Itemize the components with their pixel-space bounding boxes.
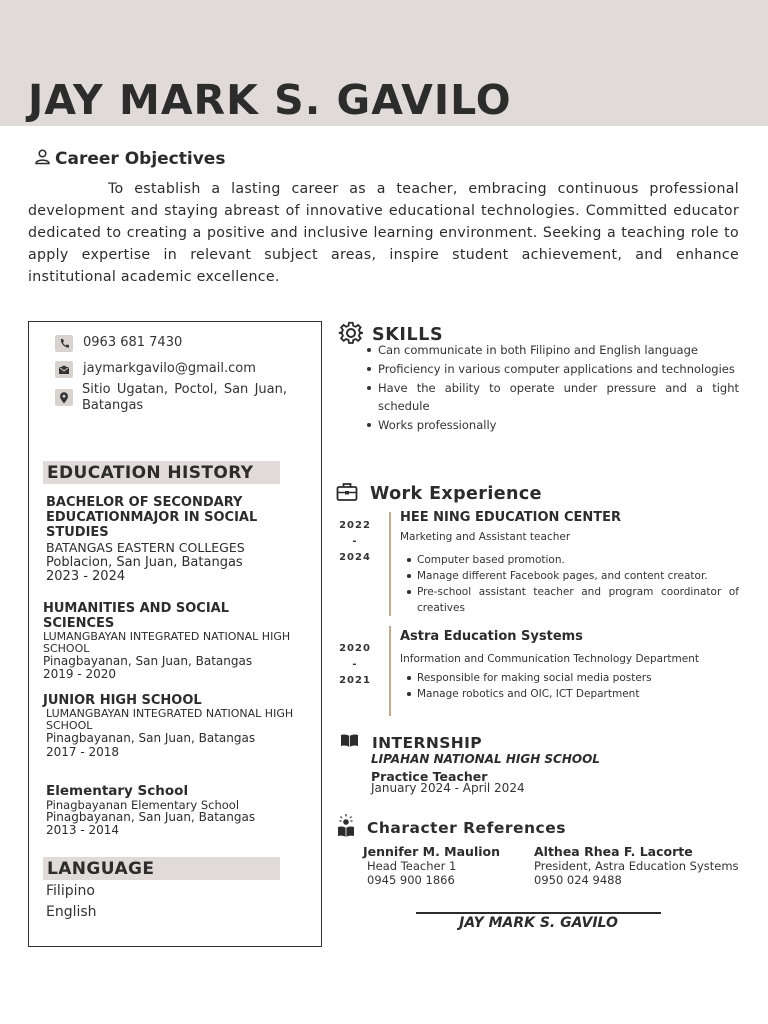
home-address: Sitio Ugatan, Poctol, San Juan, Batangas xyxy=(82,382,287,413)
contact-phone xyxy=(55,335,182,352)
job-role: Information and Communication Technology Department xyxy=(400,653,699,665)
education-degree: BACHELOR OF SECONDARY EDUCATIONMAJOR IN SOCIAL STUDIES xyxy=(46,495,258,540)
education-item xyxy=(46,784,306,837)
briefcase-icon xyxy=(336,482,358,506)
contact-address xyxy=(55,382,313,414)
reference-phone: 0950 024 9488 xyxy=(534,873,622,887)
reference-name: Althea Rhea F. Lacorte xyxy=(534,844,693,859)
career-objectives-heading xyxy=(34,148,225,169)
education-item xyxy=(46,495,318,583)
skills-title: SKILLS xyxy=(372,325,444,345)
education-history-heading: EDUCATION HISTORY xyxy=(43,461,280,484)
reading-person-icon xyxy=(336,813,356,843)
timeline-line xyxy=(389,512,391,616)
education-degree: HUMANITIES AND SOCIAL SCIENCES xyxy=(43,601,230,631)
education-location: Pinagbayanan, San Juan, Batangas xyxy=(43,654,253,668)
character-references-heading xyxy=(336,813,566,843)
education-school: LUMANGBAYAN INTEGRATED NATIONAL HIGH SCHOOL xyxy=(43,630,291,655)
reference-role: Head Teacher 1 xyxy=(367,859,457,873)
education-years: 2013 - 2014 xyxy=(46,823,120,837)
internship-heading xyxy=(340,733,482,752)
character-references-title: Character References xyxy=(367,819,566,837)
person-icon xyxy=(34,148,51,169)
job-duty: Responsible for making social media posters xyxy=(417,670,739,686)
education-degree: JUNIOR HIGH SCHOOL xyxy=(43,693,202,708)
work-experience-title: Work Experience xyxy=(370,484,542,504)
reference-card xyxy=(363,845,500,887)
open-book-icon xyxy=(340,733,359,752)
education-years: 2019 - 2020 xyxy=(43,667,117,681)
job-year-end: 2021 xyxy=(339,675,371,686)
phone-icon xyxy=(55,335,73,352)
education-years: 2023 - 2024 xyxy=(46,569,126,584)
language-item: Filipino xyxy=(46,883,95,899)
career-objectives-title: Career Objectives xyxy=(55,148,226,169)
work-experience-heading xyxy=(336,482,542,506)
job-duty: Computer based promotion. xyxy=(417,552,739,568)
envelope-icon xyxy=(55,361,73,378)
education-location: Pinagbayanan, San Juan, Batangas xyxy=(46,810,256,824)
education-degree: Elementary School xyxy=(46,783,189,799)
skill-item: Can communicate in both Filipino and English language xyxy=(378,341,739,359)
internship-dates: January 2024 - April 2024 xyxy=(371,781,525,795)
internship-role: Practice Teacher xyxy=(371,769,488,784)
reference-role: President, Astra Education Systems xyxy=(534,859,739,873)
education-years: 2017 - 2018 xyxy=(46,745,120,759)
gear-icon xyxy=(338,320,364,350)
job-role: Marketing and Assistant teacher xyxy=(400,531,571,543)
phone-number: 0963 681 7430 xyxy=(83,335,183,350)
job-year-start: 2020 xyxy=(339,643,371,654)
reference-phone: 0945 900 1866 xyxy=(367,873,455,887)
internship-title: INTERNSHIP xyxy=(372,733,483,752)
job-duty: Manage different Facebook pages, and content creator. xyxy=(417,568,739,584)
reference-card xyxy=(534,845,739,887)
job-company: Astra Education Systems xyxy=(400,629,583,644)
internship-school: LIPAHAN NATIONAL HIGH SCHOOL xyxy=(371,752,600,766)
education-item xyxy=(43,693,303,759)
job-year-dash: - xyxy=(352,536,358,547)
skill-item: Proficiency in various computer applications and technologies xyxy=(378,360,739,378)
job-duty: Manage robotics and OIC, ICT Department xyxy=(417,686,739,702)
skill-item: Have the ability to operate under pressure and a tight schedule xyxy=(378,381,739,413)
education-location: Poblacion, San Juan, Batangas xyxy=(46,555,243,570)
education-school: LUMANGBAYAN INTEGRATED NATIONAL HIGH SCHOOL xyxy=(46,707,294,732)
career-objectives-text: To establish a lasting career as a teacher, embracing continuous professional development and staying abreast of innovative educational technologies. Committed educator dedicated to creating a positive and inclusive learning environment. Seeking a teaching role to apply expertise in relevant subject areas, inspire student achievement, and enhance institutional academic excellence. xyxy=(28,181,739,285)
education-location: Pinagbayanan, San Juan, Batangas xyxy=(46,731,256,745)
education-item xyxy=(43,601,303,681)
location-pin-icon xyxy=(55,389,73,406)
skill-item: Works professionally xyxy=(378,416,739,434)
contact-email xyxy=(55,361,256,378)
education-school: BATANGAS EASTERN COLLEGES xyxy=(46,540,245,555)
job-company: HEE NING EDUCATION CENTER xyxy=(400,510,621,525)
resume-name: JAY MARK S. GAVILO xyxy=(28,76,512,124)
job-year-end: 2024 xyxy=(339,552,371,563)
left-column-box xyxy=(28,321,322,947)
job-duties xyxy=(417,552,739,616)
signature-name: JAY MARK S. GAVILO xyxy=(459,915,618,931)
job-year-dash: - xyxy=(352,659,358,670)
language-item: English xyxy=(46,904,97,920)
language-heading: LANGUAGE xyxy=(43,857,280,880)
skills-list xyxy=(378,341,739,435)
job-duties xyxy=(417,670,739,702)
email-address: jaymarkgavilo@gmail.com xyxy=(83,361,256,376)
reference-name: Jennifer M. Maulion xyxy=(363,844,501,859)
job-year-start: 2022 xyxy=(339,520,371,531)
timeline-line xyxy=(389,626,391,716)
signature-line xyxy=(416,912,661,914)
education-school: Pinagbayanan Elementary School xyxy=(46,798,240,812)
job-duty: Pre-school assistant teacher and program coordinator of creatives xyxy=(417,586,739,614)
